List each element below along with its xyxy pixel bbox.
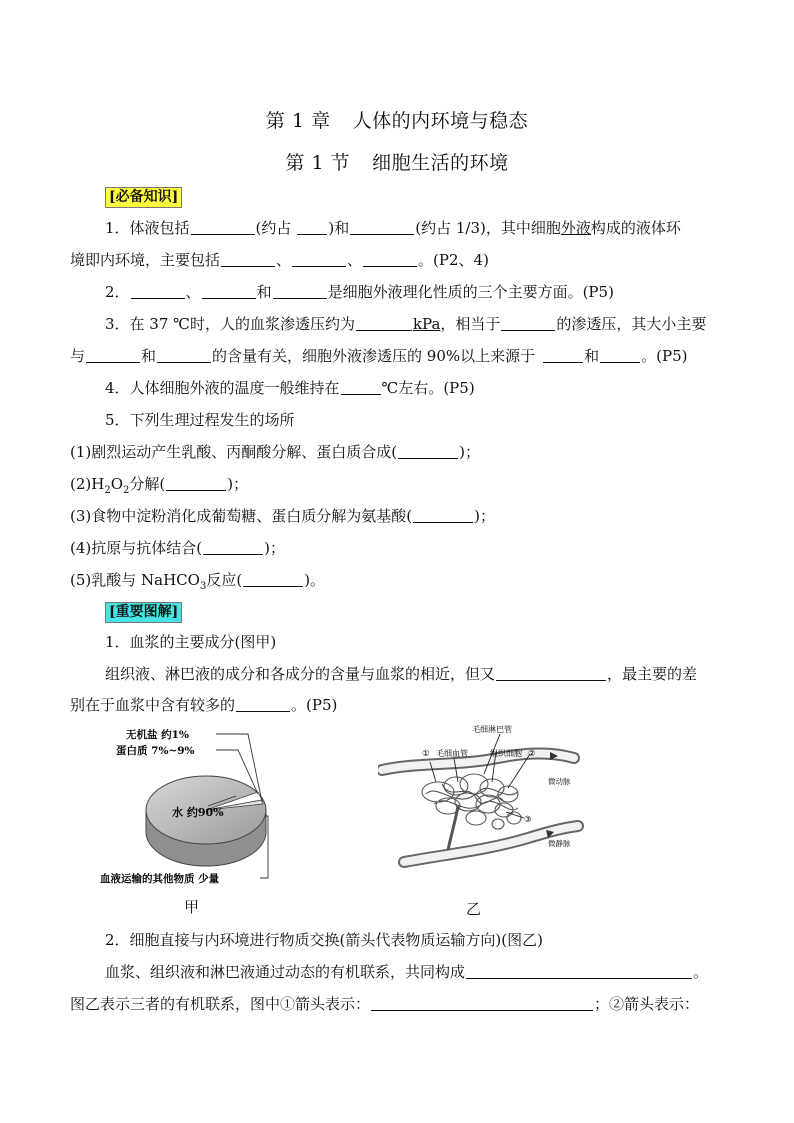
capillary-diagram-svg bbox=[378, 722, 586, 880]
chapter-title bbox=[0, 106, 794, 133]
label-capillary: 毛细血管 bbox=[436, 749, 468, 758]
question-3-line-1: 3．在 37 ℃时，人的血浆渗透压约为 kPa，相当于 的渗透压，其大小主要 bbox=[105, 315, 707, 333]
answer-blank[interactable] bbox=[86, 346, 140, 363]
answer-blank[interactable] bbox=[221, 250, 275, 267]
question-5-item-4: (4)抗原与抗体结合( )； bbox=[70, 539, 285, 557]
section-label-row bbox=[105, 185, 745, 208]
section-label-row-2 bbox=[105, 600, 745, 623]
answer-blank[interactable] bbox=[157, 346, 211, 363]
label-venule: 微静脉 bbox=[548, 839, 571, 848]
answer-blank[interactable] bbox=[371, 994, 593, 1011]
figure-yi-caption: 乙 bbox=[466, 900, 482, 918]
answer-blank[interactable] bbox=[191, 218, 255, 235]
label-3: ③ bbox=[524, 815, 532, 825]
section-label-diagrams: [重要图解] bbox=[105, 602, 182, 623]
answer-blank[interactable] bbox=[236, 695, 290, 712]
answer-blank[interactable] bbox=[202, 282, 256, 299]
question-1-line-2: 境即内环境，主要包括 、 、 。(P2、4) bbox=[70, 251, 489, 269]
section-label-essential: [必备知识] bbox=[105, 187, 182, 208]
answer-blank[interactable] bbox=[350, 218, 414, 235]
chapter-number: 第 1 章 bbox=[265, 110, 331, 132]
section-number: 第 1 节 bbox=[285, 152, 351, 174]
question-1-line-1: 1．体液包括 (约占 )和 (约占 1/3)，其中细胞外液构成的液体环 bbox=[105, 219, 681, 237]
answer-blank[interactable] bbox=[166, 474, 226, 491]
diagram-2-heading: 2．细胞直接与内环境进行物质交换(箭头代表物质运输方向)(图乙) bbox=[105, 931, 543, 949]
question-5-item-1: (1)剧烈运动产生乳酸、丙酮酸分解、蛋白质合成( )； bbox=[70, 443, 480, 461]
answer-blank[interactable] bbox=[292, 250, 346, 267]
chapter-name: 人体的内环境与稳态 bbox=[352, 110, 529, 132]
label-2: ② bbox=[528, 749, 536, 759]
question-5-item-2: $(2)H_2O_2$分解( )； bbox=[70, 475, 249, 496]
diagram-1-heading: 1．血浆的主要成分(图甲) bbox=[105, 633, 277, 651]
diagram-2-text-line-2: 图乙表示三者的有机联系，图中①箭头表示： ；②箭头表示： bbox=[70, 995, 700, 1013]
section-title bbox=[0, 148, 794, 175]
label-salt: 无机盐 约1% bbox=[126, 729, 189, 741]
answer-blank[interactable] bbox=[398, 442, 458, 459]
label-water: 水 约90% bbox=[172, 806, 224, 819]
diagram-1-text-line-1: 组织液、淋巴液的成分和各成分的含量与血浆的相近，但又 ，最主要的差 bbox=[105, 665, 698, 683]
diagram-1-text-line-2: 别在于血浆中含有较多的 。(P5) bbox=[70, 696, 338, 714]
answer-blank[interactable] bbox=[356, 314, 412, 331]
answer-blank[interactable] bbox=[273, 282, 327, 299]
capillary-network bbox=[422, 774, 521, 829]
figure-jia-pie bbox=[100, 720, 290, 895]
arrow-3 bbox=[506, 812, 524, 818]
answer-blank[interactable] bbox=[543, 346, 583, 363]
answer-blank[interactable] bbox=[466, 962, 692, 979]
answer-blank[interactable] bbox=[413, 506, 473, 523]
label-1: ① bbox=[422, 749, 430, 759]
answer-blank[interactable] bbox=[203, 538, 263, 555]
figure-yi-diagram bbox=[378, 722, 586, 880]
label-other: 血液运输的其他物质 少量 bbox=[100, 873, 220, 885]
answer-blank[interactable] bbox=[496, 664, 606, 681]
label-protein: 蛋白质 7%~9% bbox=[116, 745, 195, 757]
figure-jia-caption: 甲 bbox=[184, 898, 200, 916]
answer-blank[interactable] bbox=[501, 314, 555, 331]
section-name: 细胞生活的环境 bbox=[372, 152, 509, 174]
question-2: 2． 、 和 是细胞外液理化性质的三个主要方面。(P5) bbox=[105, 283, 614, 301]
label-arteriole: 微动脉 bbox=[548, 777, 571, 786]
answer-blank[interactable] bbox=[363, 250, 417, 267]
label-tissue-cell: 组织细胞 bbox=[490, 749, 522, 758]
answer-blank[interactable] bbox=[600, 346, 640, 363]
question-4: 4．人体细胞外液的温度一般维持在 ℃左右。(P5) bbox=[105, 379, 475, 397]
answer-blank[interactable] bbox=[243, 570, 303, 587]
pie-chart-svg bbox=[100, 720, 290, 895]
answer-blank[interactable] bbox=[131, 282, 185, 299]
question-3-line-2: 与 和 的含量有关，细胞外液渗透压的 90%以上来源于 和 。(P5) bbox=[70, 347, 688, 365]
question-5-title: 5．下列生理过程发生的场所 bbox=[105, 411, 295, 429]
label-lymph-capillary: 毛细淋巴管 bbox=[472, 725, 512, 734]
answer-blank[interactable] bbox=[297, 218, 327, 235]
question-5-item-5: (5)乳酸与 NaHCO$_3$反应( )。 bbox=[70, 571, 326, 592]
answer-blank[interactable] bbox=[341, 378, 381, 395]
diagram-2-text-line-1: 血浆、组织液和淋巴液通过动态的有机联系，共同构成 。 bbox=[105, 963, 709, 981]
question-5-item-3: (3)食物中淀粉消化成葡萄糖、蛋白质分解为氨基酸( )； bbox=[70, 507, 495, 525]
